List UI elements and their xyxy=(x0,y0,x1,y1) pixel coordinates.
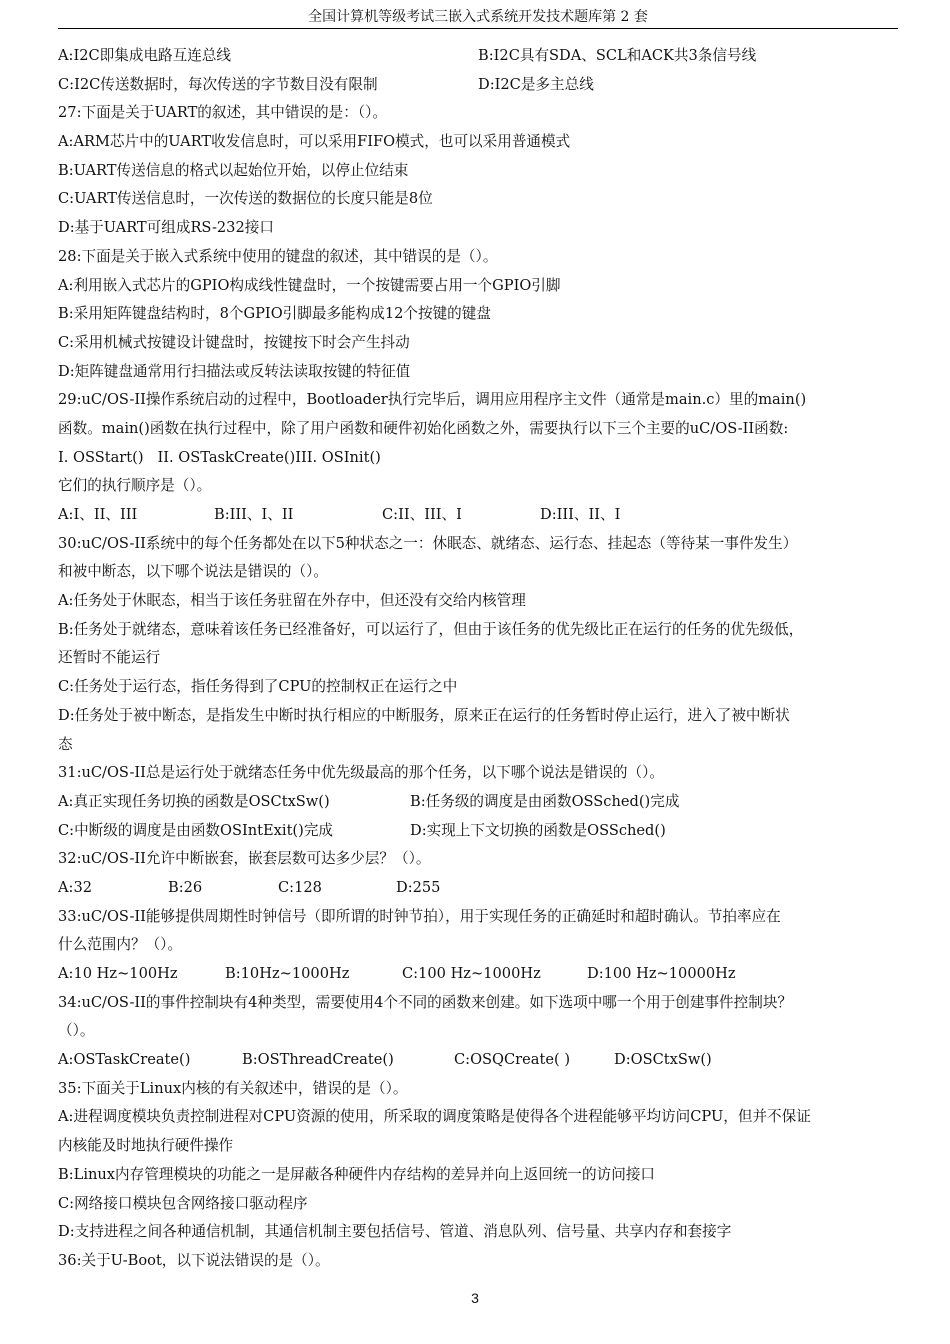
q34-option-c: C:OSQCreate( ) xyxy=(454,1051,571,1069)
q32-option-d: D:255 xyxy=(396,878,441,896)
q29-option-d: D:III、II、I xyxy=(540,506,621,523)
q28-option-b: B:采用矩阵键盘结构时，8个GPIO引脚最多能构成12个按键的键盘 xyxy=(58,305,491,323)
q36-stem: 36:关于U-Boot，以下说法错误的是（）。 xyxy=(58,1251,330,1269)
q29-stem-line-1: 29:uC/OS-II操作系统启动的过程中，Bootloader执行完毕后，调用应用程序主文件（通常是main.c）里的main() xyxy=(58,391,807,409)
q30-option-b-line-2: 还暂时不能运行 xyxy=(58,649,161,667)
q29-stem-line-2: 函数。main()函数在执行过程中，除了用户函数和硬件初始化函数之外，需要执行以下三个主要的uC/OS-II函数: xyxy=(58,419,789,437)
q33-option-b: B:10Hz~1000Hz xyxy=(225,965,350,982)
q32-option-c: C:128 xyxy=(278,878,322,896)
q34-options-row xyxy=(58,1046,910,1075)
q30-stem-line-2: 和被中断态，以下哪个说法是错误的（）。 xyxy=(58,563,328,581)
q29-stem-line-4: 它们的执行顺序是（）。 xyxy=(58,477,212,495)
q34-option-d: D:OSCtxSw() xyxy=(614,1051,712,1069)
q28-option-d: D:矩阵键盘通常用行扫描法或反转法读取按键的特征值 xyxy=(58,362,411,380)
question-content xyxy=(58,42,910,1276)
q33-option-c: C:100 Hz~1000Hz xyxy=(402,965,541,982)
q30-option-a: A:任务处于休眠态，相当于该任务驻留在外存中，但还没有交给内核管理 xyxy=(58,592,526,610)
q33-option-d: D:100 Hz~10000Hz xyxy=(587,965,736,982)
q26-options-row-1 xyxy=(58,42,910,71)
q31-option-b: B:任务级的调度是由函数OSSched()完成 xyxy=(410,792,680,810)
q29-option-c: C:II、III、I xyxy=(382,506,462,523)
q34-option-b: B:OSThreadCreate() xyxy=(242,1051,394,1069)
q35-option-c: C:网络接口模块包含网络接口驱动程序 xyxy=(58,1194,308,1212)
q30-option-d-line-1: D:任务处于被中断态，是指发生中断时执行相应的中断服务，原来正在运行的任务暂时停止运行，进入了被中断状 xyxy=(58,706,790,724)
q29-option-a: A:I、II、III xyxy=(58,506,138,523)
q27-option-d: D:基于UART可组成RS-232接口 xyxy=(58,219,274,237)
q31-stem: 31:uC/OS-II总是运行处于就绪态任务中优先级最高的那个任务，以下哪个说法是错误的（）。 xyxy=(58,764,665,782)
q32-options-row xyxy=(58,874,910,903)
q26-option-c: C:I2C传送数据时，每次传送的字节数目没有限制 xyxy=(58,75,378,93)
q27-option-b: B:UART传送信息的格式以起始位开始，以停止位结束 xyxy=(58,161,409,179)
q35-option-a-line-1: A:进程调度模块负责控制进程对CPU资源的使用，所采取的调度策略是使得各个进程能够平均访问CPU，但并不保证 xyxy=(58,1108,811,1126)
page-header: 全国计算机等级考试三嵌入式系统开发技术题库第 2 套 xyxy=(58,8,898,29)
q29-stem-line-3: I. OSStart() II. OSTaskCreate()III. OSInit() xyxy=(58,448,381,466)
q27-stem: 27:下面是关于UART的叙述，其中错误的是：（）。 xyxy=(58,104,388,122)
q28-option-c: C:采用机械式按键设计键盘时，按键按下时会产生抖动 xyxy=(58,333,410,351)
q30-option-c: C:任务处于运行态，指任务得到了CPU的控制权正在运行之中 xyxy=(58,678,458,696)
q29-options-row xyxy=(58,501,910,530)
q34-option-a: A:OSTaskCreate() xyxy=(58,1051,191,1069)
q35-option-b: B:Linux内存管理模块的功能之一是屏蔽各种硬件内存结构的差异并向上返回统一的访问接口 xyxy=(58,1165,656,1183)
q31-options-row-1 xyxy=(58,788,910,817)
q32-option-a: A:32 xyxy=(58,878,93,896)
q26-option-b: B:I2C具有SDA、SCL和ACK共3条信号线 xyxy=(478,47,757,64)
q26-option-d: D:I2C是多主总线 xyxy=(478,75,594,93)
q33-option-a: A:10 Hz~100Hz xyxy=(58,965,178,982)
q35-option-a-line-2: 内核能及时地执行硬件操作 xyxy=(58,1137,234,1155)
q31-option-a: A:真正实现任务切换的函数是OSCtxSw() xyxy=(58,792,330,810)
q27-option-c: C:UART传送信息时，一次传送的数据位的长度只能是8位 xyxy=(58,190,433,208)
q32-stem: 32:uC/OS-II允许中断嵌套，嵌套层数可达多少层？（）。 xyxy=(58,850,431,868)
q26-options-row-2 xyxy=(58,71,910,100)
q35-stem: 35:下面关于Linux内核的有关叙述中，错误的是（）。 xyxy=(58,1079,408,1097)
q28-option-a: A:利用嵌入式芯片的GPIO构成线性键盘时，一个按键需要占用一个GPIO引脚 xyxy=(58,276,561,294)
q28-stem: 28:下面是关于嵌入式系统中使用的键盘的叙述，其中错误的是（）。 xyxy=(58,247,498,265)
q34-stem-line-2: （）。 xyxy=(58,1022,95,1040)
q32-option-b: B:26 xyxy=(168,878,203,896)
q30-option-d-line-2: 态 xyxy=(58,735,73,753)
q30-stem-line-1: 30:uC/OS-II系统中的每个任务都处在以下5种状态之一：休眠态、就绪态、运行态、挂起态（等待某一事件发生） xyxy=(58,534,798,552)
q31-option-d: D:实现上下文切换的函数是OSSched() xyxy=(410,821,666,839)
q26-option-a: A:I2C即集成电路互连总线 xyxy=(58,47,232,64)
q35-option-d: D:支持进程之间各种通信机制，其通信机制主要包括信号、管道、消息队列、信号量、共享内存和套接字 xyxy=(58,1223,732,1241)
q31-option-c: C:中断级的调度是由函数OSIntExit()完成 xyxy=(58,821,334,839)
q27-option-a: A:ARM芯片中的UART收发信息时，可以采用FIFO模式，也可以采用普通模式 xyxy=(58,133,571,151)
q33-stem-line-1: 33:uC/OS-II能够提供周期性时钟信号（即所谓的时钟节拍），用于实现任务的正确延时和超时确认。节拍率应在 xyxy=(58,907,781,925)
q29-option-b: B:III、I、II xyxy=(214,506,294,523)
q34-stem-line-1: 34:uC/OS-II的事件控制块有4种类型，需要使用4个不同的函数来创建。如下选项中哪一个用于创建事件控制块？ xyxy=(58,993,793,1011)
page-number: 3 xyxy=(471,1290,479,1306)
q33-options-row xyxy=(58,960,910,989)
q30-option-b-line-1: B:任务处于就绪态，意味着该任务已经准备好，可以运行了，但由于该任务的优先级比正在运行的任务的优先级低， xyxy=(58,620,804,638)
q33-stem-line-2: 什么范围内？（）。 xyxy=(58,936,183,954)
q31-options-row-2 xyxy=(58,817,910,846)
